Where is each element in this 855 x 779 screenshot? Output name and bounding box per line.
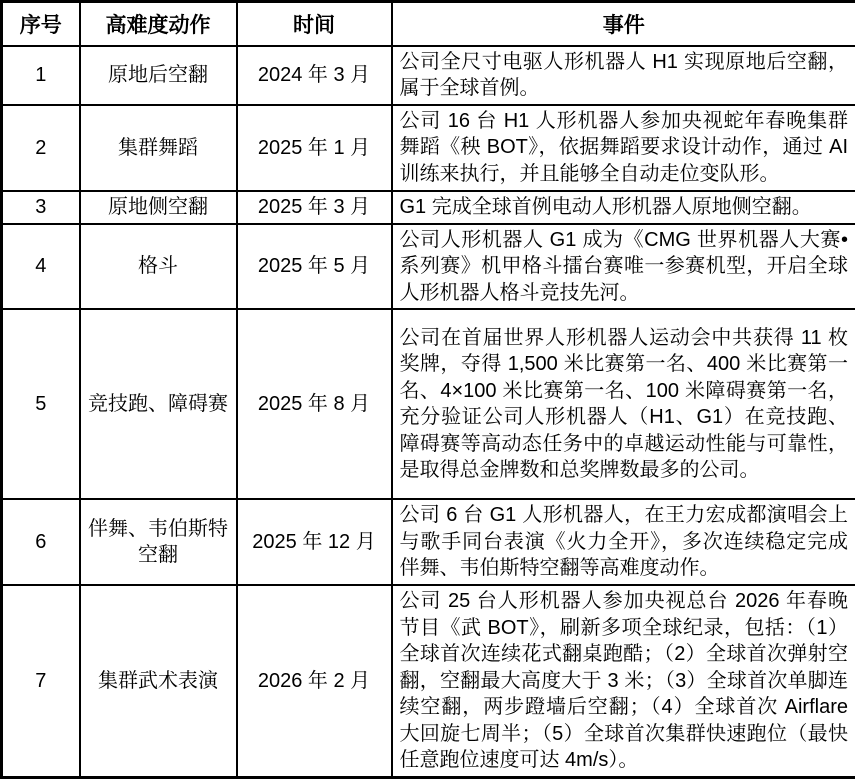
row-action: 集群武术表演 [80, 585, 237, 777]
header-time: 时间 [237, 2, 392, 46]
header-seq: 序号 [2, 2, 80, 46]
row-event: 公司 6 台 G1 人形机器人，在王力宏成都演唱会上与歌手同台表演《火力全开》，多次连续稳定完成伴舞、韦伯斯特空翻等高难度动作。 [392, 499, 855, 585]
table-row [2, 191, 855, 224]
row-seq: 4 [2, 224, 80, 310]
table-row [2, 105, 855, 191]
header-action: 高难度动作 [80, 2, 237, 46]
row-time: 2025 年 1 月 [237, 105, 392, 191]
row-action: 原地侧空翻 [80, 191, 237, 224]
table-row [2, 224, 855, 310]
row-event: 公司 16 台 H1 人形机器人参加央视蛇年春晚集群舞蹈《秧 BOT》，依据舞蹈要求设计动作，通过 AI 训练来执行，并且能够全自动走位变队形。 [392, 105, 855, 191]
row-seq: 7 [2, 585, 80, 777]
row-time: 2025 年 8 月 [237, 309, 392, 499]
row-event: 公司 25 台人形机器人参加央视总台 2026 年春晚节目《武 BOT》，刷新多项全球纪录，包括：（1）全球首次连续花式翻桌跑酷；（2）全球首次弹射空翻，空翻最大高度大于 3 米；（3）全球首次单脚连续空翻，两步蹬墙后空翻；（4）全球首次 Airflare 大回旋七周半；（5）全球首次集群快速跑位（最快任意跑位速度可达 4m/s）。 [392, 585, 855, 777]
table-row [2, 499, 855, 585]
row-event: 公司人形机器人 G1 成为《CMG 世界机器人大赛•系列赛》机甲格斗擂台赛唯一参赛机型，开启全球人形机器人格斗竞技先河。 [392, 224, 855, 310]
row-action: 竞技跑、障碍赛 [80, 309, 237, 499]
table-row [2, 309, 855, 499]
row-action: 集群舞蹈 [80, 105, 237, 191]
table-row [2, 585, 855, 777]
row-action: 伴舞、韦伯斯特空翻 [80, 499, 237, 585]
row-time: 2025 年 5 月 [237, 224, 392, 310]
row-seq: 5 [2, 309, 80, 499]
row-event: G1 完成全球首例电动人形机器人原地侧空翻。 [392, 191, 855, 224]
row-time: 2026 年 2 月 [237, 585, 392, 777]
row-action: 格斗 [80, 224, 237, 310]
row-time: 2024 年 3 月 [237, 46, 392, 105]
row-seq: 6 [2, 499, 80, 585]
table-row [2, 46, 855, 105]
row-time: 2025 年 12 月 [237, 499, 392, 585]
header-event: 事件 [392, 2, 855, 46]
table-header-row [2, 2, 855, 46]
row-action: 原地后空翻 [80, 46, 237, 105]
row-seq: 1 [2, 46, 80, 105]
row-seq: 2 [2, 105, 80, 191]
row-event: 公司在首届世界人形机器人运动会中共获得 11 枚奖牌，夺得 1,500 米比赛第一名、400 米比赛第一名、4×100 米比赛第一名、100 米障碍赛第一名，充分验证公司人形机器人（H1、G1）在竞技跑、障碍赛等高动态任务中的卓越运动性能与可靠性，是取得总金牌数和总奖牌数最多的公司。 [392, 309, 855, 499]
row-seq: 3 [2, 191, 80, 224]
row-time: 2025 年 3 月 [237, 191, 392, 224]
row-event: 公司全尺寸电驱人形机器人 H1 实现原地后空翻，属于全球首例。 [392, 46, 855, 105]
